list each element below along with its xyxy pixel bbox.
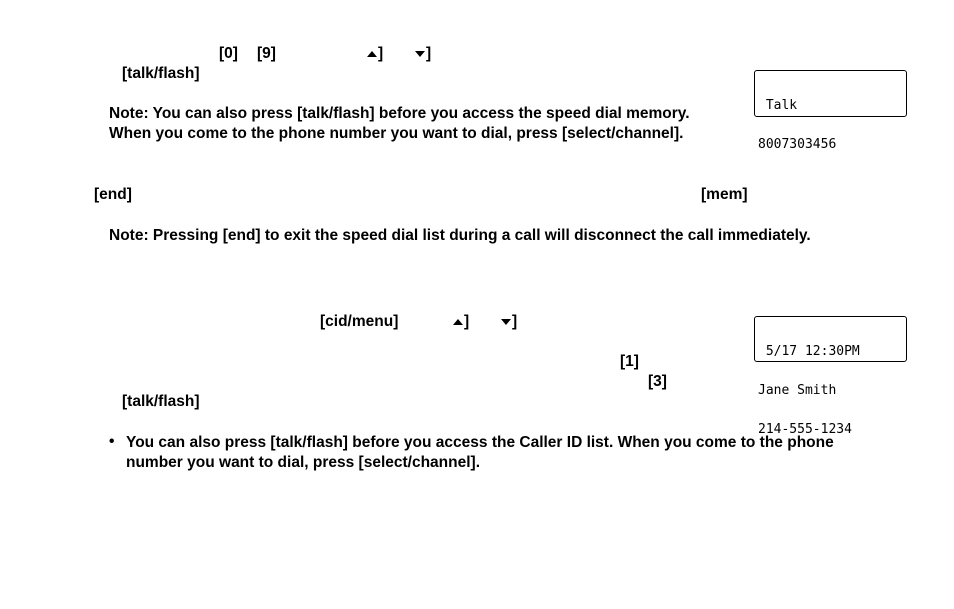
up-arrow-icon: [367, 51, 377, 57]
lcd-phone-number: 8007303456: [758, 137, 837, 152]
bullet-note-line2: number you want to dial, press [select/channel].: [126, 454, 480, 471]
note-speed-dial-line2: When you come to the phone number you want to dial, press [select/channel].: [109, 125, 684, 142]
note-end-key: Note: Pressing [end] to exit the speed dial list during a call will disconnect the call immediately.: [109, 227, 811, 244]
down-key-label: ]: [415, 44, 431, 64]
lcd-caller-datetime: 5/17 12:30PM: [758, 344, 860, 359]
down-arrow-icon: [415, 51, 425, 57]
mem-key-label: [mem]: [701, 186, 748, 203]
up-arrow-icon: [453, 319, 463, 325]
lcd-caller-name: Jane Smith: [758, 383, 837, 398]
lcd-talk-status: Talk: [758, 98, 798, 113]
key-1-label: [1]: [620, 353, 639, 370]
bullet-icon: •: [109, 433, 115, 450]
talk-flash-key-label: [talk/flash]: [122, 65, 200, 82]
lcd-display-caller-id: [754, 316, 907, 437]
key-0-label: [0]: [219, 45, 238, 62]
cid-talk-flash-key-label: [talk/flash]: [122, 393, 200, 410]
end-key-label: [end]: [94, 186, 132, 203]
bullet-note-line1: You can also press [talk/flash] before you access the Caller ID list. When you come to the phone: [126, 434, 834, 451]
down-arrow-icon: [501, 319, 511, 325]
lcd-display-talk: [754, 70, 907, 152]
cid-up-key-label: ]: [453, 312, 469, 332]
key-3-label: [3]: [648, 373, 667, 390]
key-9-label: [9]: [257, 45, 276, 62]
cid-menu-key-label: [cid/menu]: [320, 313, 399, 330]
lcd-caller-number: 214-555-1234: [758, 422, 852, 437]
note-speed-dial-line1: Note: You can also press [talk/flash] before you access the speed dial memory.: [109, 105, 690, 122]
cid-down-key-label: ]: [501, 312, 517, 332]
up-key-label: ]: [367, 44, 383, 64]
